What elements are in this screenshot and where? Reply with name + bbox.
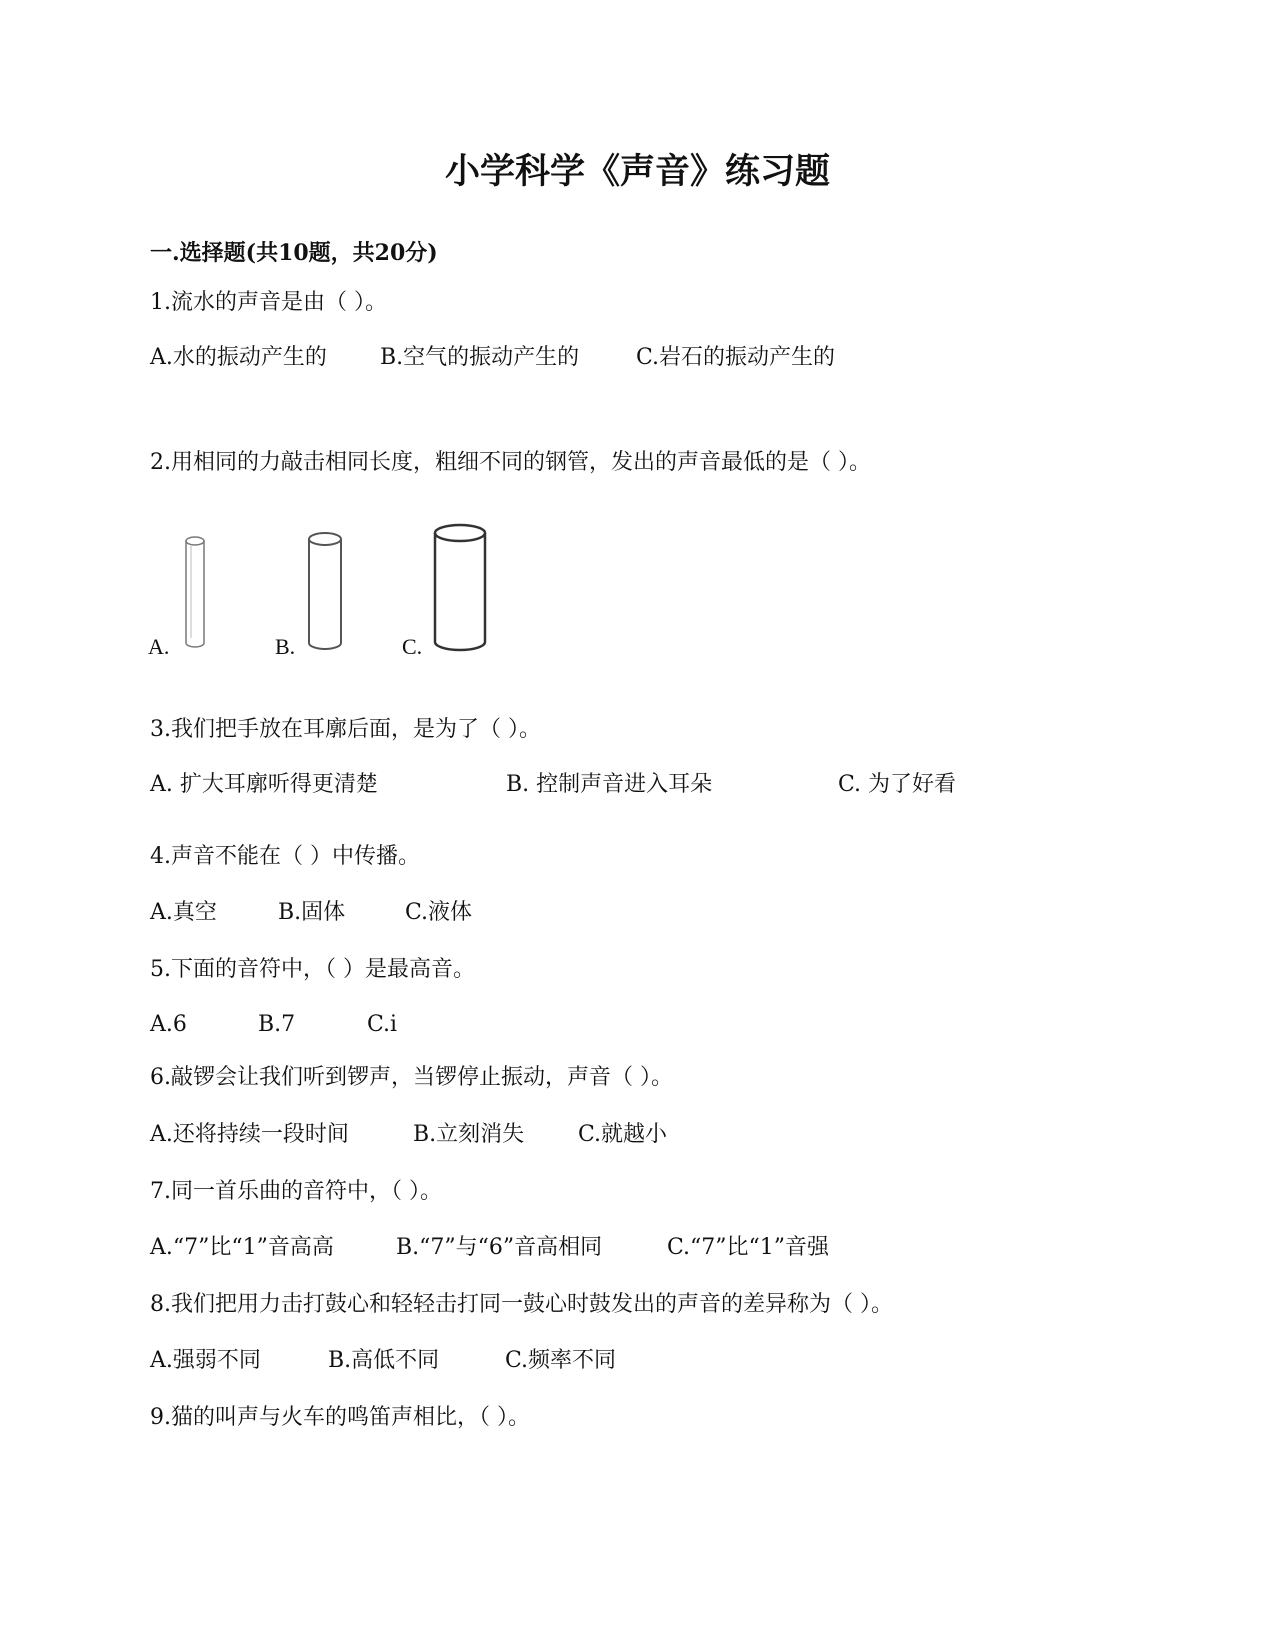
question-7-option-a: A.“7”比“1”音高高 — [150, 1235, 334, 1260]
question-3-option-b: B. 控制声音进入耳朵 — [506, 772, 713, 797]
question-7-option-c: C.“7”比“1”音强 — [667, 1235, 830, 1260]
question-1-option-a: A.水的振动产生的 — [150, 345, 327, 370]
question-4-option-b: B.固体 — [278, 900, 346, 925]
question-3-option-c: C. 为了好看 — [838, 772, 957, 797]
question-3-stem: 3.我们把手放在耳廓后面，是为了（ ）。 — [150, 717, 541, 742]
question-1-option-c: C.岩石的振动产生的 — [636, 345, 836, 370]
section-heading: 一.选择题(共10题，共20分) — [150, 240, 438, 266]
thin-tube-icon — [183, 534, 211, 652]
question-4-option-a: A.真空 — [150, 900, 217, 925]
thick-tube-icon — [432, 522, 490, 654]
question-8-option-c: C.频率不同 — [505, 1348, 617, 1373]
question-7-stem: 7.同一首乐曲的音符中，（ ）。 — [150, 1179, 442, 1204]
question-6-option-b: B.立刻消失 — [413, 1122, 525, 1147]
question-6-option-a: A.还将持续一段时间 — [150, 1122, 349, 1147]
question-3-option-a: A. 扩大耳廓听得更清楚 — [150, 772, 378, 797]
question-5-option-c: C.i — [367, 1012, 398, 1037]
question-7-option-b: B.“7”与“6”音高相同 — [396, 1235, 603, 1260]
question-4-stem: 4.声音不能在（ ）中传播。 — [150, 844, 420, 869]
question-2-stem: 2.用相同的力敲击相同长度，粗细不同的钢管，发出的声音最低的是（ ）。 — [150, 450, 871, 475]
question-2-option-b: B. — [275, 634, 296, 659]
question-9-stem: 9.猫的叫声与火车的鸣笛声相比，（ ）。 — [150, 1405, 530, 1430]
medium-tube-icon — [306, 530, 346, 654]
question-2-option-a: A. — [148, 634, 170, 659]
question-6-option-c: C.就越小 — [578, 1122, 668, 1147]
question-2-option-c: C. — [402, 634, 423, 659]
question-5-option-b: B.7 — [258, 1012, 296, 1037]
question-4-option-c: C.液体 — [405, 900, 473, 925]
question-8-option-a: A.强弱不同 — [150, 1348, 261, 1373]
question-1-stem: 1.流水的声音是由（ ）。 — [150, 290, 387, 315]
question-5-option-a: A.6 — [150, 1012, 187, 1037]
question-1-option-b: B.空气的振动产生的 — [380, 345, 580, 370]
page-title: 小学科学《声音》练习题 — [444, 151, 830, 192]
question-6-stem: 6.敲锣会让我们听到锣声，当锣停止振动，声音（ ）。 — [150, 1065, 673, 1090]
question-8-option-b: B.高低不同 — [328, 1348, 440, 1373]
question-8-stem: 8.我们把用力击打鼓心和轻轻击打同一鼓心时鼓发出的声音的差异称为（ ）。 — [150, 1292, 893, 1317]
question-5-stem: 5.下面的音符中，（ ）是最高音。 — [150, 957, 475, 982]
